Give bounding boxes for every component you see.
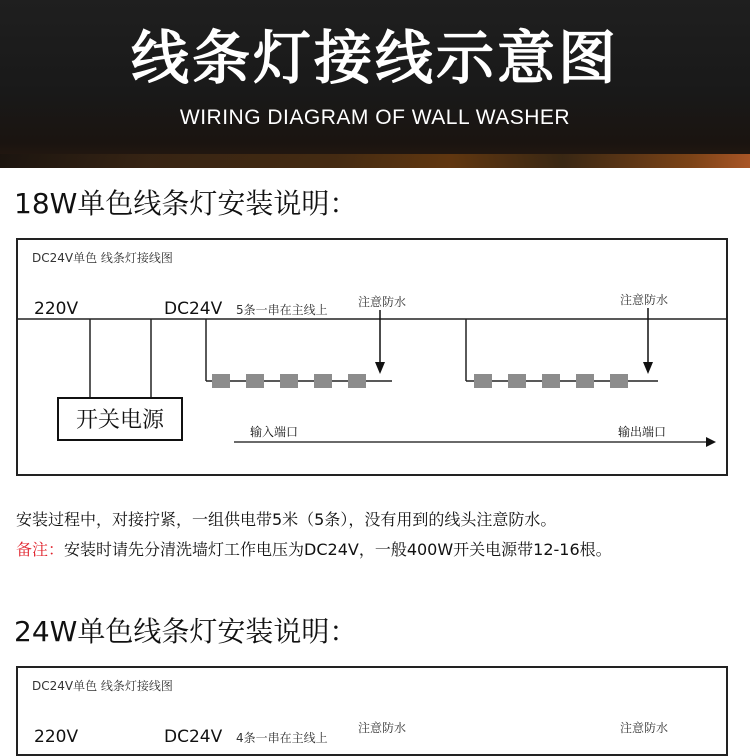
header-photo-strip	[0, 154, 750, 168]
direction-arrow-head	[706, 437, 716, 447]
strip-segment	[610, 374, 628, 388]
wiring-diagram-24w	[16, 666, 728, 756]
strip-segment	[348, 374, 366, 388]
wiring-diagram-18w	[16, 238, 728, 476]
waterproof-label-right: 注意防水	[620, 293, 669, 307]
arrow-head-right	[643, 362, 653, 374]
remark-note	[16, 538, 612, 562]
chain-note: 5条一串在主线上	[236, 303, 328, 317]
wiring-diagram-24w-svg	[18, 668, 726, 754]
input-voltage-label: 220V	[34, 727, 79, 747]
install-note: 安装过程中，对接拧紧，一组供电带5米（5条），没有用到的线头注意防水。	[16, 510, 557, 529]
remark-label: 备注：	[16, 540, 65, 559]
strip-segment	[246, 374, 264, 388]
diagram-caption: DC24V单色 线条灯接线图	[32, 679, 173, 693]
output-voltage-label: DC24V	[164, 727, 223, 747]
strip-segment	[280, 374, 298, 388]
strip-segment	[576, 374, 594, 388]
page-subtitle: WIRING DIAGRAM OF WALL WASHER	[179, 106, 571, 129]
input-voltage-label: 220V	[34, 299, 79, 319]
strip-segment	[212, 374, 230, 388]
waterproof-label-right: 注意防水	[620, 721, 669, 735]
strip-segment	[542, 374, 560, 388]
section-title-24w: 24W单色线条灯安装说明：	[14, 615, 358, 648]
chain-note: 4条一串在主线上	[236, 731, 328, 745]
arrow-head-left	[375, 362, 385, 374]
input-port-label: 输入端口	[250, 425, 299, 439]
section-title-18w: 18W单色线条灯安装说明：	[14, 187, 358, 220]
output-voltage-label: DC24V	[164, 299, 223, 319]
diagram-caption: DC24V单色 线条灯接线图	[32, 251, 173, 265]
strip-segment	[508, 374, 526, 388]
wiring-diagram-18w-svg	[18, 240, 726, 474]
power-supply-label: 开关电源	[75, 408, 165, 433]
waterproof-label-left: 注意防水	[358, 721, 407, 735]
output-port-label: 输出端口	[618, 425, 667, 439]
header-banner	[0, 0, 750, 168]
page-title: 线条灯接线示意图	[130, 24, 619, 92]
strip-segment	[474, 374, 492, 388]
waterproof-label-left: 注意防水	[358, 295, 407, 309]
remark-text: 安装时请先分清洗墙灯工作电压为DC24V，一般400W开关电源带12-16根。	[64, 540, 612, 559]
strip-segment	[314, 374, 332, 388]
